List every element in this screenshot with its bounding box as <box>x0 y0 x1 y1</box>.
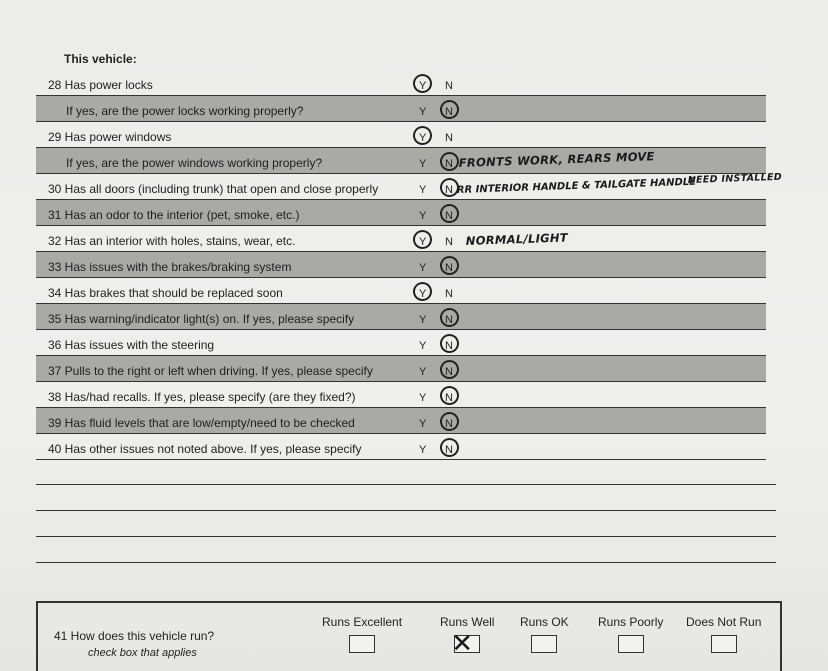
option-runs-excellent <box>322 615 402 653</box>
question-row-28 <box>36 70 766 96</box>
answer-no[interactable]: N <box>445 392 453 404</box>
answer-yes[interactable]: Y <box>419 418 427 430</box>
checkbox-runs-well[interactable] <box>451 628 480 658</box>
answer-yes[interactable]: Y <box>419 288 427 300</box>
answer-yes[interactable]: Y <box>419 80 427 92</box>
answer-yes[interactable]: Y <box>419 314 427 326</box>
run-question-hint: check box that applies <box>88 647 197 659</box>
question-row-33 <box>36 252 766 278</box>
option-label: Runs OK <box>520 615 569 629</box>
run-condition-box <box>36 601 782 671</box>
checkbox-runs-excellent[interactable] <box>349 635 375 653</box>
question-text: 28 Has power locks <box>48 78 153 92</box>
circled-answer-mark <box>438 202 461 225</box>
question-row-32 <box>36 226 766 252</box>
option-runs-well <box>440 615 495 658</box>
section-heading: This vehicle: <box>64 52 137 66</box>
circled-answer-mark <box>438 150 461 173</box>
answer-yes[interactable]: Y <box>419 236 427 248</box>
question-row-29a <box>36 148 766 174</box>
question-row-37 <box>36 356 766 382</box>
circled-answer-mark <box>438 332 461 355</box>
question-text: 39 Has fluid levels that are low/empty/need to be checked <box>48 416 355 430</box>
answer-yes[interactable]: Y <box>419 262 427 274</box>
question-text: 33 Has issues with the brakes/braking system <box>48 260 292 274</box>
answer-no[interactable]: N <box>445 236 453 248</box>
answer-no[interactable]: N <box>445 132 453 144</box>
checkbox-does-not-run[interactable] <box>711 635 737 653</box>
blank-line <box>36 510 776 511</box>
answer-yes[interactable]: Y <box>419 132 427 144</box>
question-text: 36 Has issues with the steering <box>48 338 215 352</box>
answer-no[interactable]: N <box>445 80 453 92</box>
question-text: 30 Has all doors (including trunk) that open and close properly <box>48 182 379 196</box>
answer-yes[interactable]: Y <box>419 158 427 170</box>
answer-no[interactable]: N <box>445 158 453 170</box>
run-question-label: 41 How does this vehicle run? <box>54 629 215 643</box>
blank-line <box>36 536 776 537</box>
checkbox-runs-ok[interactable] <box>531 635 557 653</box>
answer-yes[interactable]: Y <box>419 210 427 222</box>
question-row-36 <box>36 330 766 356</box>
question-text: 38 Has/had recalls. If yes, please specify (are they fixed?) <box>48 390 356 404</box>
question-text: 31 Has an odor to the interior (pet, smoke, etc.) <box>48 208 300 222</box>
question-row-31 <box>36 200 766 226</box>
question-row-30 <box>36 171 783 200</box>
circled-answer-mark <box>438 436 461 459</box>
answer-no[interactable]: N <box>445 366 453 378</box>
answer-yes[interactable]: Y <box>419 366 427 378</box>
blank-line <box>36 484 776 485</box>
handwritten-note: RR INTERIOR HANDLE & TAILGATE HANDLE <box>456 176 697 196</box>
answer-no[interactable]: N <box>445 210 453 222</box>
question-text: If yes, are the power windows working properly? <box>66 156 323 170</box>
handwritten-note-2: NEED INSTALLED <box>687 171 783 186</box>
question-text: If yes, are the power locks working properly? <box>66 104 304 118</box>
circled-answer-mark <box>411 280 434 303</box>
question-text: 32 Has an interior with holes, stains, wear, etc. <box>48 234 296 248</box>
answer-no[interactable]: N <box>445 106 453 118</box>
question-text: 40 Has other issues not noted above. If yes, please specify <box>48 442 362 456</box>
circled-answer-mark <box>438 98 461 121</box>
option-does-not-run <box>686 615 761 653</box>
circled-answer-mark <box>438 306 461 329</box>
answer-no[interactable]: N <box>445 184 453 196</box>
question-text: 37 Pulls to the right or left when driving. If yes, please specify <box>48 364 373 378</box>
answer-yes[interactable]: Y <box>419 444 427 456</box>
answer-no[interactable]: N <box>445 444 453 456</box>
option-runs-poorly <box>598 615 663 653</box>
answer-no[interactable]: N <box>445 418 453 430</box>
circled-answer-mark <box>438 410 461 433</box>
circled-answer-mark <box>438 254 461 277</box>
option-label: Runs Poorly <box>598 615 664 629</box>
option-label: Runs Well <box>440 615 495 629</box>
answer-yes[interactable]: Y <box>419 184 427 196</box>
question-row-38 <box>36 382 766 408</box>
option-label: Does Not Run <box>686 615 762 629</box>
answer-yes[interactable]: Y <box>419 106 427 118</box>
question-text: 35 Has warning/indicator light(s) on. If yes, please specify <box>48 312 355 326</box>
question-text: 34 Has brakes that should be replaced soon <box>48 286 283 300</box>
circled-answer-mark <box>411 124 434 147</box>
question-row-40 <box>36 434 766 460</box>
answer-no[interactable]: N <box>445 314 453 326</box>
option-label: Runs Excellent <box>322 615 403 629</box>
answer-yes[interactable]: Y <box>419 340 427 352</box>
question-text: 29 Has power windows <box>48 130 172 144</box>
question-row-34 <box>36 278 766 304</box>
blank-line <box>36 562 776 563</box>
answer-yes[interactable]: Y <box>419 392 427 404</box>
question-row-35 <box>36 304 766 330</box>
circled-answer-mark <box>438 358 461 381</box>
question-row-39 <box>36 408 766 434</box>
answer-no[interactable]: N <box>445 262 453 274</box>
checkbox-runs-poorly[interactable] <box>618 635 644 653</box>
option-runs-ok <box>520 615 569 653</box>
question-row-28a <box>36 96 766 122</box>
circled-answer-mark <box>411 228 434 251</box>
handwritten-note: FRONTS WORK, REARS MOVE <box>458 149 655 170</box>
check-x-icon: ✕ <box>451 628 474 658</box>
circled-answer-mark <box>411 72 434 95</box>
answer-no[interactable]: N <box>445 288 453 300</box>
circled-answer-mark <box>438 384 461 407</box>
question-row-29 <box>36 122 766 148</box>
answer-no[interactable]: N <box>445 340 453 352</box>
handwritten-note: NORMAL/LIGHT <box>465 230 569 248</box>
